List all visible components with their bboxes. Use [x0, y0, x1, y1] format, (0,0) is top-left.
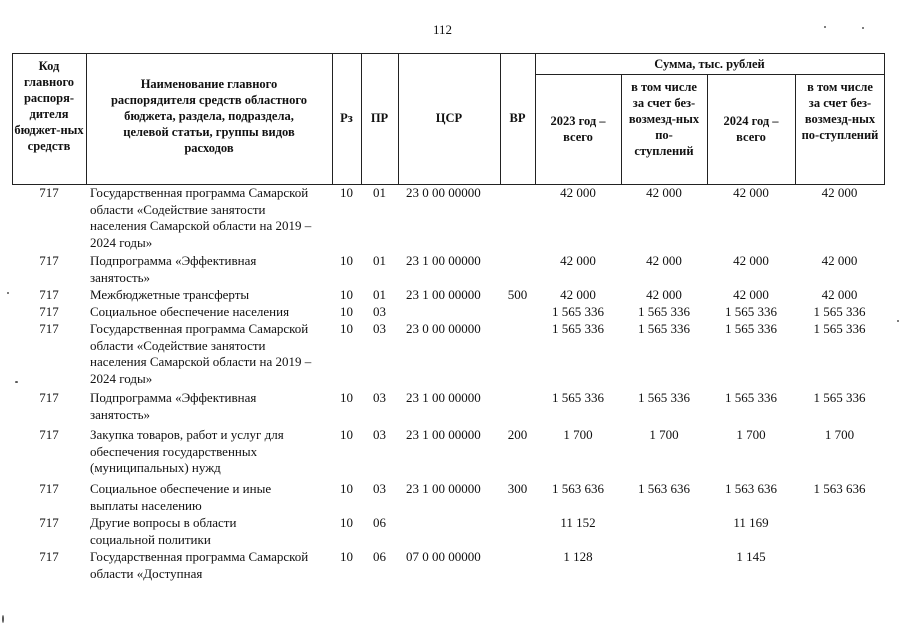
cell-pr: 03 [373, 321, 386, 336]
cell-2024-total: 1 700 [736, 427, 766, 442]
cell-csr: 23 1 00 00000 [406, 287, 481, 302]
col-rule [884, 53, 885, 185]
cell-rz: 10 [340, 390, 353, 405]
cell-2024-total: 42 000 [733, 287, 769, 302]
cell-pr: 06 [373, 549, 386, 564]
cell-code: 717 [39, 253, 59, 268]
cell-2024-total: 1 145 [736, 549, 766, 564]
header-vr: ВР [509, 111, 526, 125]
cell-rz: 10 [340, 481, 353, 496]
cell-code: 717 [39, 287, 59, 302]
header-code: Код главного распоря-дителя бюджет-ных средств [14, 59, 84, 153]
cell-2023-total: 42 000 [560, 253, 596, 268]
cell-code: 717 [39, 390, 59, 405]
cell-pr: 01 [373, 185, 386, 200]
cell-2024-free: 1 565 336 [813, 321, 866, 336]
cell-vr: 300 [507, 481, 528, 496]
cell-2023-total: 1 700 [563, 427, 593, 442]
cell-csr: 23 1 00 00000 [406, 427, 481, 442]
cell-2023-free: 42 000 [646, 185, 682, 200]
scan-speck [15, 381, 18, 383]
header-pr: ПР [370, 111, 389, 125]
cell-pr: 01 [373, 287, 386, 302]
cell-pr: 01 [373, 253, 386, 268]
header-name: Наименование главного распорядителя средств областного бюджета, раздела, подраздела, целевой статьи, группы видов расходов [110, 77, 307, 155]
cell-rz: 10 [340, 549, 353, 564]
cell-2023-total: 1 565 336 [552, 390, 604, 405]
cell-pr: 03 [373, 481, 386, 496]
cell-rz: 10 [340, 321, 353, 336]
cell-name: Социальное обеспечение населения [90, 304, 290, 319]
cell-2023-free: 1 563 636 [638, 481, 690, 496]
col-rule [795, 74, 796, 185]
cell-pr: 06 [373, 515, 386, 530]
cell-name: Подпрограмма «Эффективная занятость» [90, 253, 257, 285]
cell-csr: 23 0 00 00000 [406, 321, 481, 336]
cell-name: Государственная программа Самарской области «Доступная [90, 549, 309, 581]
cell-vr: 200 [507, 427, 528, 442]
cell-code: 717 [39, 304, 59, 319]
cell-2024-total: 42 000 [733, 253, 769, 268]
cell-rz: 10 [340, 427, 353, 442]
cell-code: 717 [39, 427, 59, 442]
cell-2024-free: 42 000 [821, 287, 858, 302]
cell-2024-free: 1 565 336 [813, 304, 866, 319]
col-rule [621, 74, 622, 185]
cell-2023-total: 42 000 [560, 287, 596, 302]
cell-csr: 07 0 00 00000 [406, 549, 481, 564]
cell-2023-total: 1 565 336 [552, 304, 604, 319]
cell-2023-total: 42 000 [560, 185, 596, 200]
cell-code: 717 [39, 185, 59, 200]
cell-2024-free: 1 565 336 [813, 390, 866, 405]
cell-rz: 10 [340, 185, 353, 200]
cell-2024-free: 42 000 [821, 185, 858, 200]
cell-2023-free: 1 565 336 [638, 304, 690, 319]
col-rule [707, 74, 708, 185]
cell-2024-total: 1 565 336 [725, 390, 777, 405]
scan-speck [7, 292, 9, 294]
cell-name: Государственная программа Самарской области «Содействие занятости населения Самарской области на 2019 – 2024 годы» [90, 321, 312, 386]
header-2024-total: 2024 год – всего [723, 114, 779, 144]
cell-pr: 03 [373, 304, 386, 319]
cell-name: Социальное обеспечение и иные выплаты населению [90, 481, 272, 513]
cell-2024-total: 1 563 636 [725, 481, 777, 496]
cell-code: 717 [39, 321, 59, 336]
cell-2024-total: 1 565 336 [725, 304, 777, 319]
scan-speck [824, 26, 826, 28]
cell-csr: 23 1 00 00000 [406, 481, 481, 496]
scan-speck [2, 615, 4, 623]
header-rz: Рз [340, 111, 353, 125]
scan-speck [862, 27, 864, 29]
cell-2024-total: 11 169 [733, 515, 769, 530]
cell-code: 717 [39, 549, 59, 564]
cell-2024-free: 1 700 [824, 427, 855, 442]
cell-csr: 23 1 00 00000 [406, 253, 481, 268]
cell-rz: 10 [340, 515, 353, 530]
cell-2024-free: 1 563 636 [813, 481, 866, 496]
header-2023-total: 2023 год – всего [550, 114, 606, 144]
table-top-rule [12, 53, 884, 54]
cell-2024-total: 42 000 [733, 185, 769, 200]
cell-name: Государственная программа Самарской области «Содействие занятости населения Самарской области на 2019 – 2024 годы» [90, 185, 312, 250]
cell-2023-total: 1 563 636 [552, 481, 604, 496]
cell-2023-free: 42 000 [646, 253, 682, 268]
header-sum-group: Сумма, тыс. рублей [654, 57, 765, 71]
cell-rz: 10 [340, 304, 353, 319]
col-rule [12, 53, 13, 185]
cell-rz: 10 [340, 287, 353, 302]
cell-rz: 10 [340, 253, 353, 268]
cell-2023-total: 11 152 [560, 515, 596, 530]
col-rule [535, 53, 536, 185]
header-2024-free: в том числе за счет без-возмезд-ных по-ступлений [801, 80, 879, 142]
cell-code: 717 [39, 515, 59, 530]
header-2023-free: в том числе за счет без-возмезд-ных по-ступлений [628, 80, 700, 158]
cell-2023-free: 42 000 [646, 287, 682, 302]
cell-name: Закупка товаров, работ и услуг для обеспечения государственных (муниципальных) нужд [90, 427, 284, 476]
header-csr: ЦСР [435, 111, 463, 125]
cell-2024-total: 1 565 336 [725, 321, 777, 336]
cell-pr: 03 [373, 390, 386, 405]
col-rule [86, 53, 87, 185]
cell-code: 717 [39, 481, 59, 496]
cell-name: Подпрограмма «Эффективная занятость» [90, 390, 257, 422]
cell-pr: 03 [373, 427, 386, 442]
cell-2023-total: 1 565 336 [552, 321, 604, 336]
cell-name: Другие вопросы в области социальной политики [90, 515, 237, 547]
cell-vr: 500 [507, 287, 528, 302]
sum-group-rule [535, 74, 884, 75]
cell-csr: 23 1 00 00000 [406, 390, 481, 405]
cell-2023-free: 1 565 336 [638, 390, 690, 405]
cell-name: Межбюджетные трансферты [90, 287, 250, 302]
scan-speck [897, 320, 899, 322]
cell-2024-free: 42 000 [821, 253, 858, 268]
cell-csr: 23 0 00 00000 [406, 185, 481, 200]
cell-2023-total: 1 128 [563, 549, 593, 564]
cell-2023-free: 1 565 336 [638, 321, 690, 336]
page-number: 112 [432, 22, 453, 37]
cell-2023-free: 1 700 [649, 427, 679, 442]
